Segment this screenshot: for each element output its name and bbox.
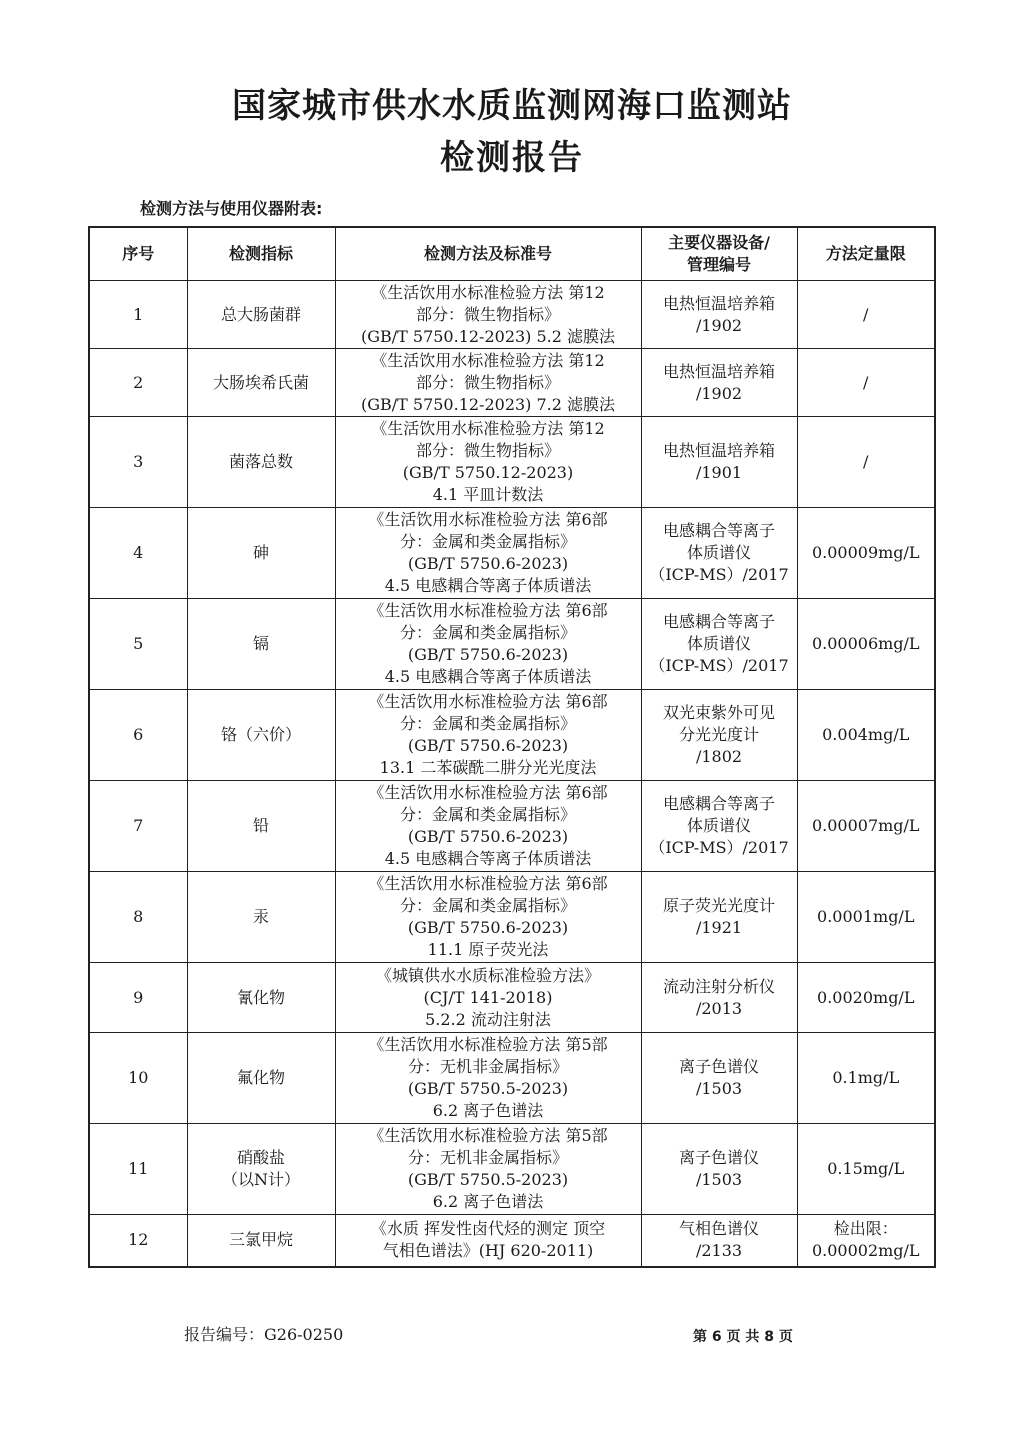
cell-indicator: 砷: [187, 508, 335, 599]
cell-limit: 0.1mg/L: [797, 1033, 935, 1124]
cell-limit: /: [797, 349, 935, 417]
cell-indicator: 镉: [187, 599, 335, 690]
cell-indicator: 总大肠菌群: [187, 281, 335, 349]
cell-no: 2: [89, 349, 187, 417]
cell-limit: 0.0020mg/L: [797, 963, 935, 1033]
table-row: [89, 872, 935, 963]
cell-no: 10: [89, 1033, 187, 1124]
table-caption: 检测方法与使用仪器附表:: [140, 199, 323, 218]
cell-instrument: 电热恒温培养箱 /1902: [641, 281, 797, 349]
table-row: [89, 781, 935, 872]
cell-method: 《生活饮用水标准检验方法 第6部 分：金属和类金属指标》 (GB/T 5750.6-2023) 4.5 电感耦合等离子体质谱法: [335, 599, 641, 690]
cell-instrument: 电热恒温培养箱 /1902: [641, 349, 797, 417]
table-row: [89, 690, 935, 781]
cell-method: 《生活饮用水标准检验方法 第6部 分：金属和类金属指标》 (GB/T 5750.6-2023) 13.1 二苯碳酰二肼分光光度法: [335, 690, 641, 781]
cell-method: 《生活饮用水标准检验方法 第12 部分：微生物指标》 (GB/T 5750.12-2023) 5.2 滤膜法: [335, 281, 641, 349]
report-title: 检测报告: [440, 138, 584, 178]
cell-instrument: 流动注射分析仪 /2013: [641, 963, 797, 1033]
cell-no: 4: [89, 508, 187, 599]
cell-instrument: 离子色谱仪 /1503: [641, 1124, 797, 1215]
table-row: [89, 963, 935, 1033]
cell-method: 《生活饮用水标准检验方法 第12 部分：微生物指标》 (GB/T 5750.12-2023) 4.1 平皿计数法: [335, 417, 641, 508]
cell-no: 7: [89, 781, 187, 872]
cell-limit: 0.00006mg/L: [797, 599, 935, 690]
cell-no: 6: [89, 690, 187, 781]
col-header-indicator: 检测指标: [187, 227, 335, 281]
cell-indicator: 铬（六价）: [187, 690, 335, 781]
cell-method: 《生活饮用水标准检验方法 第5部 分：无机非金属指标》 (GB/T 5750.5-2023) 6.2 离子色谱法: [335, 1033, 641, 1124]
col-header-instrument: 主要仪器设备/ 管理编号: [641, 227, 797, 281]
cell-instrument: 电感耦合等离子 体质谱仪 （ICP-MS）/2017: [641, 781, 797, 872]
cell-instrument: 电感耦合等离子 体质谱仪 （ICP-MS）/2017: [641, 599, 797, 690]
cell-limit: /: [797, 417, 935, 508]
page-number: 第 6 页 共 8 页: [693, 1329, 793, 1345]
cell-no: 11: [89, 1124, 187, 1215]
cell-instrument: 电感耦合等离子 体质谱仪 （ICP-MS）/2017: [641, 508, 797, 599]
cell-instrument: 双光束紫外可见 分光光度计 /1802: [641, 690, 797, 781]
col-header-limit: 方法定量限: [797, 227, 935, 281]
table-row: [89, 349, 935, 417]
cell-limit: 0.00009mg/L: [797, 508, 935, 599]
cell-no: 1: [89, 281, 187, 349]
cell-no: 9: [89, 963, 187, 1033]
table-row: [89, 1124, 935, 1215]
report-number: 报告编号：G26-0250: [184, 1325, 344, 1344]
cell-method: 《生活饮用水标准检验方法 第6部 分：金属和类金属指标》 (GB/T 5750.6-2023) 4.5 电感耦合等离子体质谱法: [335, 781, 641, 872]
cell-method: 《生活饮用水标准检验方法 第6部 分：金属和类金属指标》 (GB/T 5750.6-2023) 4.5 电感耦合等离子体质谱法: [335, 508, 641, 599]
col-header-no: 序号: [89, 227, 187, 281]
cell-indicator: 氰化物: [187, 963, 335, 1033]
cell-instrument: 原子荧光光度计 /1921: [641, 872, 797, 963]
table-row: [89, 281, 935, 349]
cell-method: 《水质 挥发性卤代烃的测定 顶空 气相色谱法》(HJ 620-2011): [335, 1215, 641, 1267]
cell-no: 3: [89, 417, 187, 508]
cell-limit: 0.0001mg/L: [797, 872, 935, 963]
cell-no: 12: [89, 1215, 187, 1267]
table-row: [89, 417, 935, 508]
cell-limit: /: [797, 281, 935, 349]
cell-limit: 0.15mg/L: [797, 1124, 935, 1215]
cell-method: 《城镇供水水质标准检验方法》 (CJ/T 141-2018) 5.2.2 流动注射法: [335, 963, 641, 1033]
cell-no: 5: [89, 599, 187, 690]
cell-indicator: 氟化物: [187, 1033, 335, 1124]
methods-table: [88, 226, 936, 1268]
table-row: [89, 508, 935, 599]
cell-indicator: 三氯甲烷: [187, 1215, 335, 1267]
table-row: [89, 599, 935, 690]
cell-limit: 0.004mg/L: [797, 690, 935, 781]
table-row: [89, 1033, 935, 1124]
cell-method: 《生活饮用水标准检验方法 第5部 分：无机非金属指标》 (GB/T 5750.5-2023) 6.2 离子色谱法: [335, 1124, 641, 1215]
col-header-method: 检测方法及标准号: [335, 227, 641, 281]
cell-indicator: 铅: [187, 781, 335, 872]
table-header-row: [89, 227, 935, 281]
cell-indicator: 菌落总数: [187, 417, 335, 508]
cell-instrument: 电热恒温培养箱 /1901: [641, 417, 797, 508]
cell-instrument: 气相色谱仪 /2133: [641, 1215, 797, 1267]
cell-method: 《生活饮用水标准检验方法 第12 部分：微生物指标》 (GB/T 5750.12-2023) 7.2 滤膜法: [335, 349, 641, 417]
cell-indicator: 汞: [187, 872, 335, 963]
cell-instrument: 离子色谱仪 /1503: [641, 1033, 797, 1124]
station-title: 国家城市供水水质监测网海口监测站: [232, 86, 792, 126]
cell-indicator: 硝酸盐 （以N计）: [187, 1124, 335, 1215]
cell-no: 8: [89, 872, 187, 963]
cell-method: 《生活饮用水标准检验方法 第6部 分：金属和类金属指标》 (GB/T 5750.6-2023) 11.1 原子荧光法: [335, 872, 641, 963]
table-row: [89, 1215, 935, 1267]
cell-limit: 0.00007mg/L: [797, 781, 935, 872]
cell-limit: 检出限： 0.00002mg/L: [797, 1215, 935, 1267]
cell-indicator: 大肠埃希氏菌: [187, 349, 335, 417]
